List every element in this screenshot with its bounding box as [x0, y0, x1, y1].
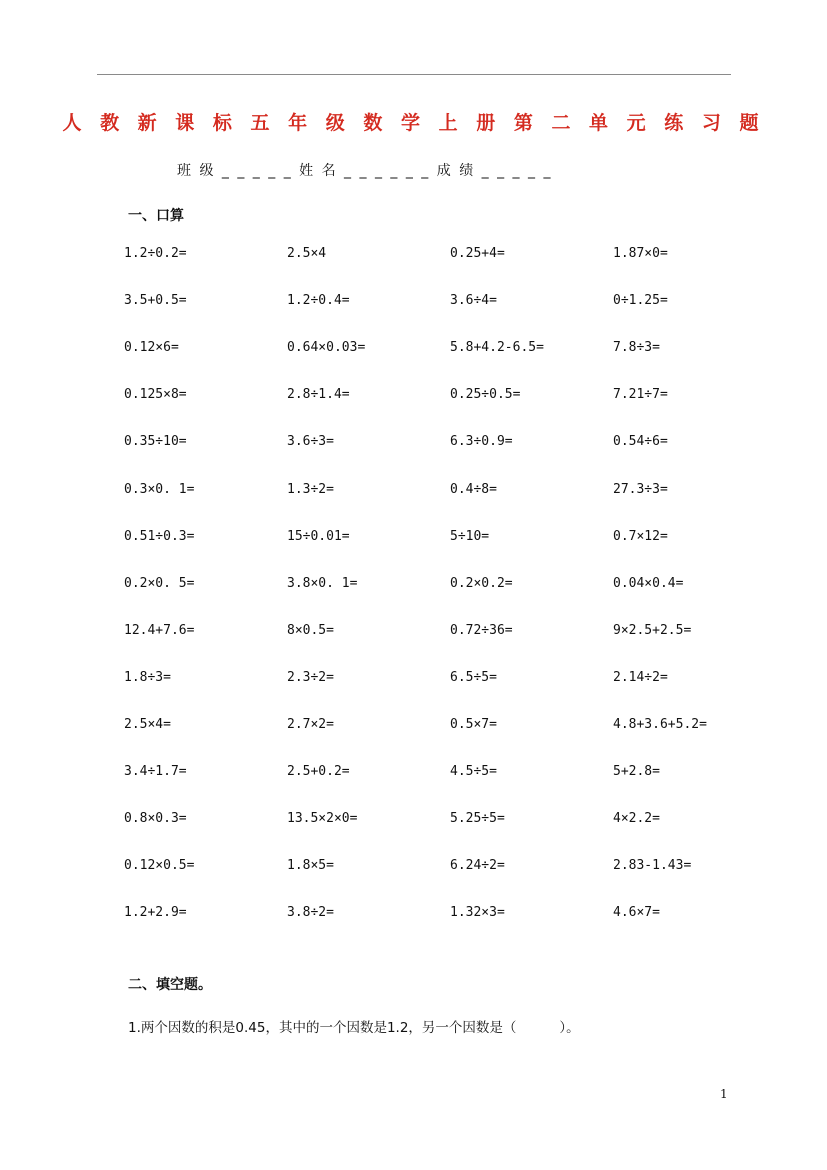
calc-item-r8-c3: 0.2×0.2=: [450, 575, 513, 591]
calc-item-r3-c3: 5.8+4.2-6.5=: [450, 340, 544, 356]
calc-item-r11-c3: 0.5×7=: [450, 717, 497, 732]
calc-item-r13-c4: 4×2.2=: [613, 811, 660, 827]
calc-item-r12-c1: 3.4÷1.7=: [124, 764, 187, 780]
calc-item-r1-c3: 0.25+4=: [450, 246, 505, 261]
calc-item-r9-c1: 12.4+7.6=: [124, 622, 195, 638]
calc-item-r7-c2: 15÷0.01=: [287, 528, 350, 544]
calc-item-r12-c3: 4.5÷5=: [450, 764, 497, 780]
calc-item-r12-c2: 2.5+0.2=: [287, 764, 350, 780]
section-heading-oral-calc: 一、口算: [128, 208, 184, 224]
section-heading-fill-blank: 二、填空题。: [128, 977, 212, 993]
calc-item-r1-c4: 1.87×0=: [613, 246, 668, 261]
calc-item-r7-c4: 0.7×12=: [613, 528, 668, 544]
calc-item-r15-c2: 3.8÷2=: [287, 905, 334, 921]
calc-item-r4-c1: 0.125×8=: [124, 387, 187, 403]
calc-item-r10-c1: 1.8÷3=: [124, 669, 171, 685]
calc-item-r13-c3: 5.25÷5=: [450, 811, 505, 827]
page-title: 人 教 新 课 标 五 年 级 数 学 上 册 第 二 单 元 练 习 题: [62, 112, 765, 134]
calc-item-r11-c2: 2.7×2=: [287, 717, 334, 732]
calc-item-r8-c1: 0.2×0. 5=: [124, 575, 195, 591]
calc-item-r6-c3: 0.4÷8=: [450, 481, 497, 497]
calc-item-r3-c1: 0.12×6=: [124, 340, 179, 356]
calc-item-r13-c2: 13.5×2×0=: [287, 811, 358, 827]
calc-item-r4-c4: 7.21÷7=: [613, 387, 668, 403]
calc-item-r5-c3: 6.3÷0.9=: [450, 434, 513, 450]
calc-item-r9-c2: 8×0.5=: [287, 622, 334, 638]
calc-item-r9-c3: 0.72÷36=: [450, 622, 513, 638]
calc-item-r14-c1: 0.12×0.5=: [124, 858, 195, 874]
calc-item-r2-c4: 0÷1.25=: [613, 293, 668, 309]
calc-item-r9-c4: 9×2.5+2.5=: [613, 622, 692, 638]
calc-item-r10-c4: 2.14÷2=: [613, 669, 668, 685]
calc-item-r5-c1: 0.35÷10=: [124, 434, 187, 450]
calc-item-r3-c2: 0.64×0.03=: [287, 340, 366, 356]
header-rule: [97, 74, 731, 75]
calc-item-r8-c4: 0.04×0.4=: [613, 575, 684, 591]
calc-item-r8-c2: 3.8×0. 1=: [287, 575, 358, 591]
calc-item-r14-c4: 2.83-1.43=: [613, 858, 692, 874]
calc-item-r13-c1: 0.8×0.3=: [124, 811, 187, 827]
calc-item-r5-c2: 3.6÷3=: [287, 434, 334, 450]
calc-item-r4-c2: 2.8÷1.4=: [287, 387, 350, 403]
calc-item-r12-c4: 5+2.8=: [613, 764, 660, 780]
calc-item-r6-c1: 0.3×0. 1=: [124, 481, 195, 497]
calc-item-r6-c4: 27.3÷3=: [613, 481, 668, 497]
calc-item-r2-c1: 3.5+0.5=: [124, 293, 187, 309]
calc-item-r15-c3: 1.32×3=: [450, 905, 505, 921]
calc-item-r15-c1: 1.2+2.9=: [124, 905, 187, 921]
calc-item-r1-c1: 1.2÷0.2=: [124, 246, 187, 261]
calc-item-r4-c3: 0.25÷0.5=: [450, 387, 521, 403]
calc-item-r3-c4: 7.8÷3=: [613, 340, 660, 356]
calc-item-r11-c1: 2.5×4=: [124, 717, 171, 732]
calc-item-r11-c4: 4.8+3.6+5.2=: [613, 717, 707, 732]
page-number: 1: [720, 1087, 728, 1101]
fill-blank-question-1: 1.两个因数的积是0.45，其中的一个因数是1.2，另一个因数是（ ）。: [128, 1020, 580, 1036]
calc-item-r5-c4: 0.54÷6=: [613, 434, 668, 450]
calc-item-r2-c2: 1.2÷0.4=: [287, 293, 350, 309]
calc-item-r10-c2: 2.3÷2=: [287, 669, 334, 685]
calc-item-r6-c2: 1.3÷2=: [287, 481, 334, 497]
calc-item-r14-c2: 1.8×5=: [287, 858, 334, 874]
calc-item-r10-c3: 6.5÷5=: [450, 669, 497, 685]
student-info-line: 班 级 _ _ _ _ _ 姓 名 _ _ _ _ _ _ 成 绩 _ _ _ _ _: [177, 163, 553, 179]
calc-item-r15-c4: 4.6×7=: [613, 905, 660, 921]
calc-item-r1-c2: 2.5×4: [287, 246, 327, 261]
calc-item-r7-c1: 0.51÷0.3=: [124, 528, 195, 544]
calc-item-r2-c3: 3.6÷4=: [450, 293, 497, 309]
calc-item-r7-c3: 5÷10=: [450, 528, 490, 544]
calc-item-r14-c3: 6.24÷2=: [450, 858, 505, 874]
